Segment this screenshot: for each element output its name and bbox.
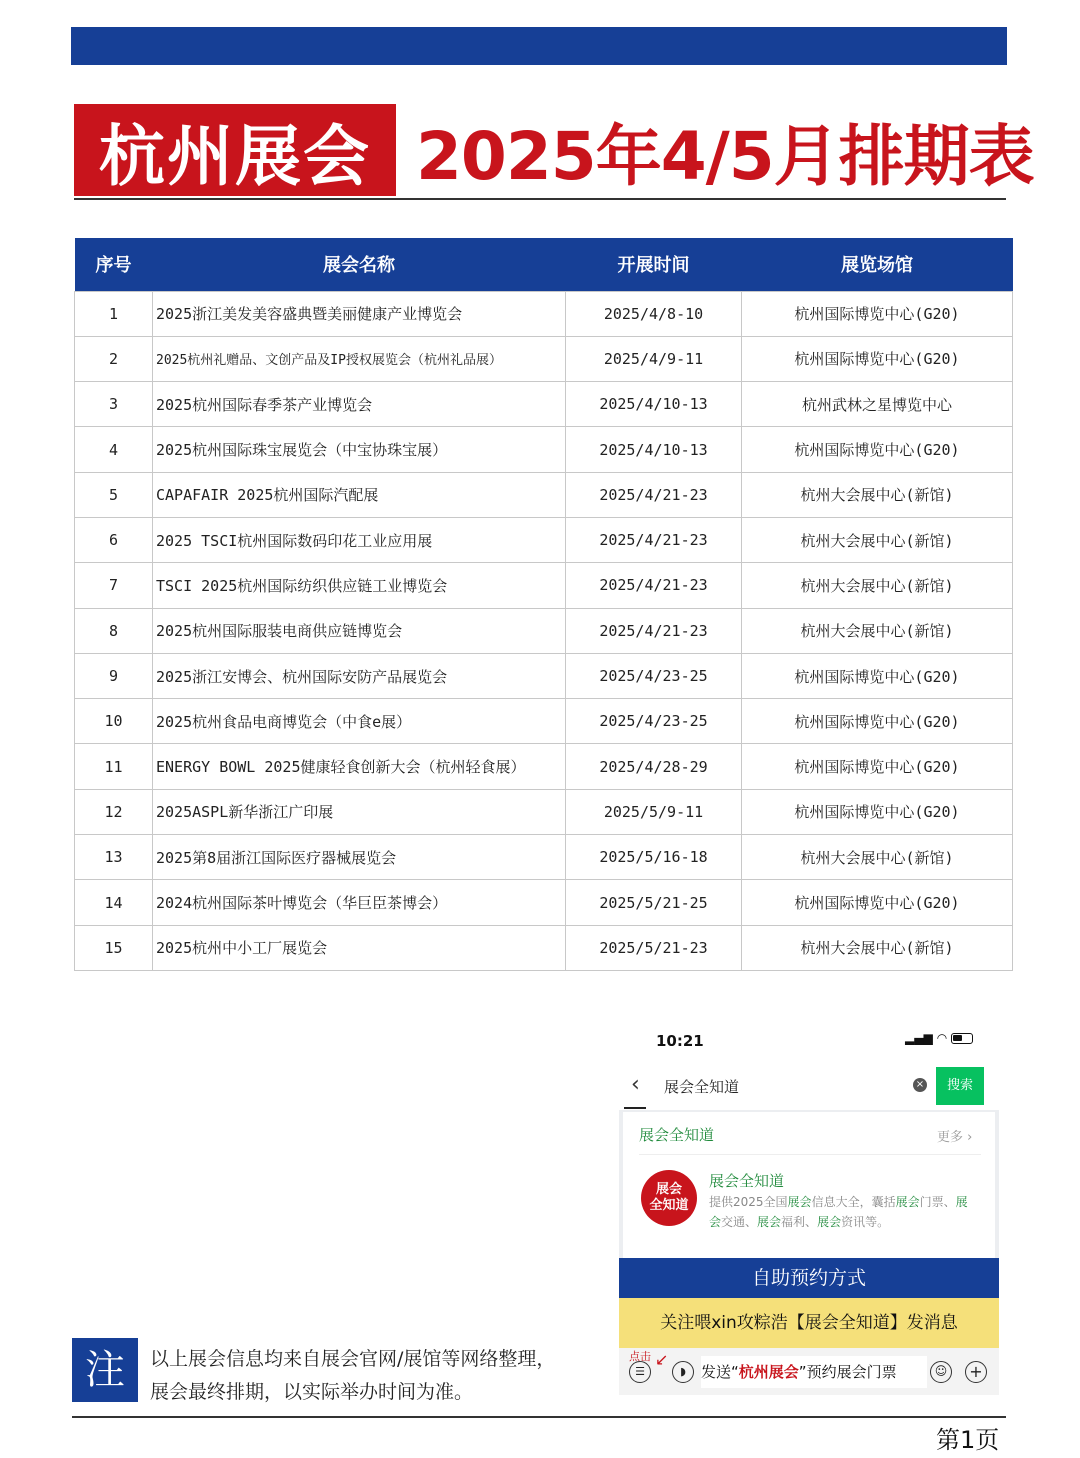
row-index: 2 xyxy=(75,336,153,381)
bottom-divider xyxy=(72,1416,1006,1418)
row-date: 2025/5/16-18 xyxy=(566,835,742,880)
row-date: 2025/4/21-23 xyxy=(566,517,742,562)
row-venue: 杭州国际博览中心(G20) xyxy=(742,880,1013,925)
row-date: 2025/5/9-11 xyxy=(566,789,742,834)
row-date: 2025/4/10-13 xyxy=(566,382,742,427)
row-exhibition-name: 2025 TSCI杭州国际数码印花工业应用展 xyxy=(153,517,566,562)
click-hint: 点击 xyxy=(629,1350,651,1363)
table-row xyxy=(75,835,1013,880)
row-venue: 杭州国际博览中心(G20) xyxy=(742,699,1013,744)
row-date: 2025/4/10-13 xyxy=(566,427,742,472)
row-index: 7 xyxy=(75,563,153,608)
menu-icon[interactable]: ☰ xyxy=(629,1361,651,1383)
table-header-row xyxy=(75,238,1013,291)
row-venue: 杭州武林之星博览中心 xyxy=(742,382,1013,427)
account-logo xyxy=(641,1170,697,1226)
row-exhibition-name: 2025杭州礼赠品、文创产品及IP授权展览会（杭州礼品展） xyxy=(153,336,566,381)
description-segment: 展会 xyxy=(787,1195,812,1209)
description-segment: 门票、 xyxy=(919,1195,956,1209)
description-segment: 展会 xyxy=(757,1215,782,1229)
back-icon[interactable]: ‹ xyxy=(631,1072,640,1097)
table-row xyxy=(75,880,1013,925)
description-segment: 福利、 xyxy=(781,1215,818,1229)
title-city-label: 杭州展会 xyxy=(74,104,396,196)
table-row xyxy=(75,653,1013,698)
row-exhibition-name: 2025杭州中小工厂展览会 xyxy=(153,925,566,970)
table-row xyxy=(75,925,1013,970)
note-label: 注 xyxy=(72,1338,138,1402)
row-venue: 杭州国际博览中心(G20) xyxy=(742,427,1013,472)
phone-screenshot xyxy=(619,1022,999,1395)
status-bar xyxy=(619,1022,999,1062)
description-segment: 展会 xyxy=(709,1195,968,1229)
account-name[interactable]: 展会全知道 xyxy=(709,1172,785,1190)
description-segment: 展会 xyxy=(817,1215,842,1229)
page-title: 2025年4/5月排期表 xyxy=(416,117,1034,195)
row-venue: 杭州国际博览中心(G20) xyxy=(742,744,1013,789)
result-area xyxy=(619,1110,999,1258)
header-date: 开展时间 xyxy=(566,238,742,291)
row-index: 9 xyxy=(75,653,153,698)
more-link[interactable]: 更多 › xyxy=(937,1130,973,1145)
row-date: 2025/4/21-23 xyxy=(566,563,742,608)
row-venue: 杭州大会展中心(新馆) xyxy=(742,472,1013,517)
row-venue: 杭州国际博览中心(G20) xyxy=(742,653,1013,698)
logo-line-1: 展会 xyxy=(655,1182,682,1197)
row-date: 2025/4/9-11 xyxy=(566,336,742,381)
row-exhibition-name: 2025杭州国际春季茶产业博览会 xyxy=(153,382,566,427)
title-divider xyxy=(74,198,1006,200)
row-venue: 杭州大会展中心(新馆) xyxy=(742,517,1013,562)
table-row xyxy=(75,291,1013,336)
row-exhibition-name: 2025浙江安博会、杭州国际安防产品展览会 xyxy=(153,653,566,698)
table-row xyxy=(75,789,1013,834)
booking-banner: 自助预约方式 xyxy=(619,1258,999,1298)
row-venue: 杭州国际博览中心(G20) xyxy=(742,336,1013,381)
input-prefix: 发送“ xyxy=(701,1363,739,1381)
row-date: 2025/4/21-23 xyxy=(566,608,742,653)
row-index: 13 xyxy=(75,835,153,880)
row-exhibition-name: ENERGY BOWL 2025健康轻食创新大会（杭州轻食展） xyxy=(153,744,566,789)
row-venue: 杭州大会展中心(新馆) xyxy=(742,925,1013,970)
row-date: 2025/4/8-10 xyxy=(566,291,742,336)
row-exhibition-name: 2024杭州国际茶叶博览会（华巨臣茶博会） xyxy=(153,880,566,925)
status-icons xyxy=(905,1031,973,1045)
card-divider xyxy=(639,1154,981,1155)
table-row xyxy=(75,517,1013,562)
row-exhibition-name: CAPAFAIR 2025杭州国际汽配展 xyxy=(153,472,566,517)
logo-line-2: 全知道 xyxy=(649,1198,689,1213)
description-segment: 展会 xyxy=(895,1195,920,1209)
status-time: 10:21 xyxy=(656,1032,704,1050)
row-date: 2025/4/23-25 xyxy=(566,653,742,698)
top-banner-bar xyxy=(71,27,1007,65)
row-index: 5 xyxy=(75,472,153,517)
row-venue: 杭州大会展中心(新馆) xyxy=(742,835,1013,880)
note-line-2: 展会最终排期，以实际举办时间为准。 xyxy=(150,1381,474,1403)
page-number: 第1页 xyxy=(936,1426,1000,1454)
row-index: 10 xyxy=(75,699,153,744)
description-segment: 资讯等。 xyxy=(841,1215,890,1229)
row-exhibition-name: 2025杭州国际服装电商供应链博览会 xyxy=(153,608,566,653)
table-row xyxy=(75,744,1013,789)
header-exhibition-name: 展会名称 xyxy=(153,238,566,291)
row-date: 2025/4/28-29 xyxy=(566,744,742,789)
message-input[interactable] xyxy=(701,1356,927,1388)
input-suffix: ”预约展会门票 xyxy=(798,1363,897,1381)
row-date: 2025/5/21-23 xyxy=(566,925,742,970)
table-row xyxy=(75,382,1013,427)
row-venue: 杭州大会展中心(新馆) xyxy=(742,563,1013,608)
account-description xyxy=(709,1192,969,1232)
row-date: 2025/4/23-25 xyxy=(566,699,742,744)
table-row xyxy=(75,699,1013,744)
row-exhibition-name: TSCI 2025杭州国际纺织供应链工业博览会 xyxy=(153,563,566,608)
input-keyword: 杭州展会 xyxy=(738,1363,799,1381)
row-index: 8 xyxy=(75,608,153,653)
search-bar xyxy=(619,1064,999,1108)
table-row xyxy=(75,472,1013,517)
account-card[interactable] xyxy=(623,1112,995,1258)
row-exhibition-name: 2025ASPL新华浙江广印展 xyxy=(153,789,566,834)
description-segment: 信息大全，囊括 xyxy=(811,1195,896,1209)
exhibition-schedule-table xyxy=(74,238,1013,971)
table-row xyxy=(75,608,1013,653)
note-text xyxy=(150,1343,555,1409)
row-venue: 杭州国际博览中心(G20) xyxy=(742,291,1013,336)
search-input[interactable]: 展会全知道 xyxy=(664,1078,740,1096)
description-segment: 提供2025全国 xyxy=(709,1195,788,1209)
row-index: 6 xyxy=(75,517,153,562)
row-index: 4 xyxy=(75,427,153,472)
header-index: 序号 xyxy=(75,238,153,291)
chat-input-bar xyxy=(619,1348,999,1395)
row-index: 11 xyxy=(75,744,153,789)
arrow-icon: ↙ xyxy=(655,1350,669,1369)
row-index: 15 xyxy=(75,925,153,970)
note-line-1: 以上展会信息均来自展会官网/展馆等网络整理， xyxy=(150,1348,556,1370)
row-venue: 杭州大会展中心(新馆) xyxy=(742,608,1013,653)
row-exhibition-name: 2025第8届浙江国际医疗器械展览会 xyxy=(153,835,566,880)
follow-banner: 关注喂xin攻粽浩【展会全知道】发消息 xyxy=(619,1298,999,1348)
row-exhibition-name: 2025杭州食品电商博览会（中食e展） xyxy=(153,699,566,744)
back-underline xyxy=(624,1107,646,1109)
wifi-icon: ◠ xyxy=(936,1031,948,1045)
row-date: 2025/4/21-23 xyxy=(566,472,742,517)
voice-icon[interactable]: ◗ xyxy=(672,1361,694,1383)
emoji-icon[interactable]: ☺ xyxy=(930,1361,952,1383)
row-index: 14 xyxy=(75,880,153,925)
header-venue: 展览场馆 xyxy=(742,238,1013,291)
row-date: 2025/5/21-25 xyxy=(566,880,742,925)
description-segment: 交通、 xyxy=(721,1215,758,1229)
signal-icon: ▂▄▆ xyxy=(905,1031,933,1045)
row-venue: 杭州国际博览中心(G20) xyxy=(742,789,1013,834)
table-row xyxy=(75,563,1013,608)
card-header: 展会全知道 xyxy=(639,1126,715,1144)
row-exhibition-name: 2025杭州国际珠宝展览会（中宝协珠宝展） xyxy=(153,427,566,472)
row-index: 1 xyxy=(75,291,153,336)
battery-icon xyxy=(951,1033,973,1044)
table-row xyxy=(75,336,1013,381)
table-body xyxy=(75,291,1013,970)
plus-icon[interactable]: + xyxy=(965,1361,987,1383)
row-index: 12 xyxy=(75,789,153,834)
row-exhibition-name: 2025浙江美发美容盛典暨美丽健康产业博览会 xyxy=(153,291,566,336)
clear-icon[interactable]: × xyxy=(913,1078,927,1092)
search-button[interactable]: 搜索 xyxy=(936,1067,984,1105)
table-row xyxy=(75,427,1013,472)
row-index: 3 xyxy=(75,382,153,427)
